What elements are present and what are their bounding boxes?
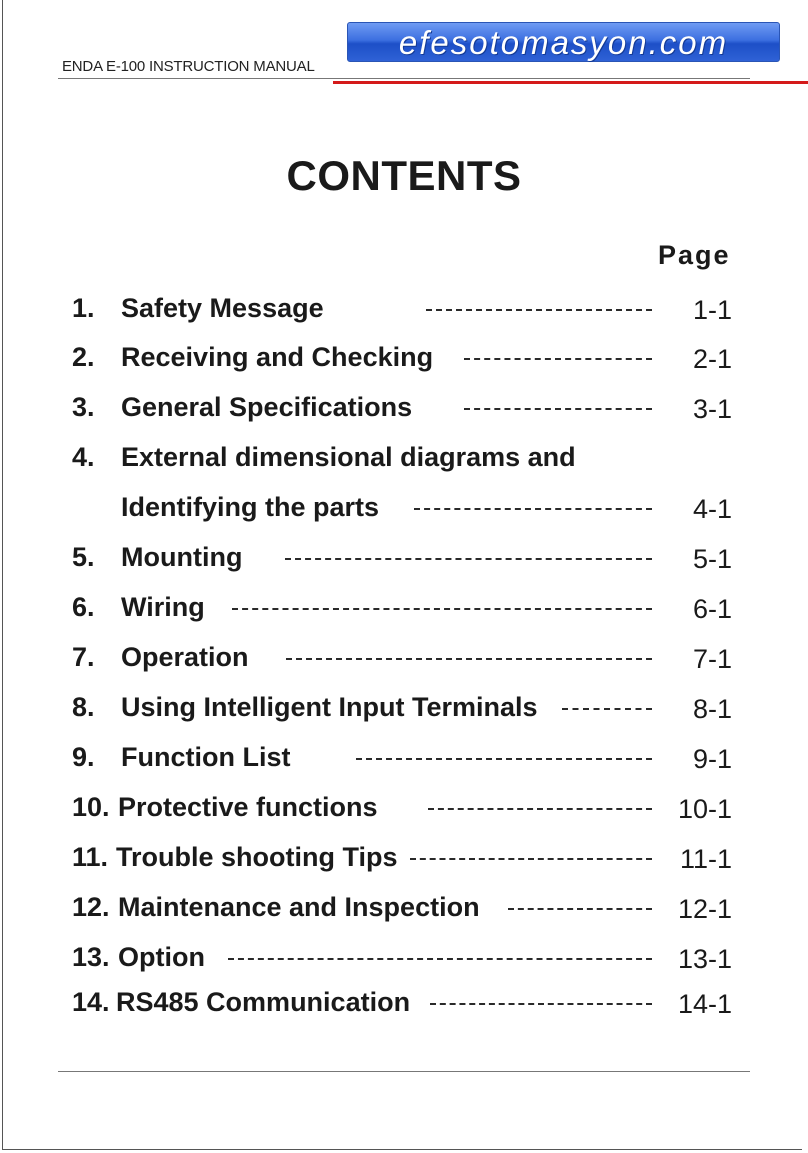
toc-entry-number: 14. [72, 987, 110, 1017]
dot-leader [285, 558, 652, 560]
toc-entry-title: Trouble shooting Tips [116, 842, 398, 872]
toc-entry[interactable] [72, 789, 732, 829]
toc-entry-page: 10-1 [677, 794, 732, 824]
toc-entry-number: 1. [72, 293, 95, 323]
toc-entry[interactable] [72, 290, 732, 330]
toc-entry-number: 3. [72, 392, 95, 422]
page-title: CONTENTS [286, 152, 522, 199]
toc-entry-number: 12. [72, 892, 110, 922]
toc-entry[interactable] [72, 439, 732, 479]
page-column-heading: Page [658, 240, 731, 270]
toc-entry-number: 13. [72, 942, 110, 972]
toc-entry-title: Function List [121, 742, 291, 772]
dot-leader [228, 958, 652, 960]
toc-entry-page: 6-1 [692, 594, 732, 624]
toc-entry[interactable] [72, 389, 732, 429]
dot-leader [410, 858, 652, 860]
toc-entry-number: 10. [72, 792, 110, 822]
toc-entry-title: Protective functions [118, 792, 378, 822]
toc-entry-title: Operation [121, 642, 249, 672]
toc-entry[interactable] [72, 339, 732, 379]
toc-entry[interactable] [72, 639, 732, 679]
toc-entry-page: 4-1 [692, 494, 732, 524]
toc-entry[interactable] [72, 839, 732, 879]
toc-entry-page: 1-1 [692, 295, 732, 325]
toc-entry-page: 5-1 [692, 544, 732, 574]
toc-entry-page: 7-1 [692, 644, 732, 674]
toc-entry-title: Option [118, 942, 205, 972]
toc-entry-number: 7. [72, 642, 95, 672]
toc-entry-page: 13-1 [677, 944, 732, 974]
toc-entry-title: Receiving and Checking [121, 342, 434, 372]
toc-entry-title: Mounting [121, 542, 243, 572]
running-header: ENDA E-100 INSTRUCTION MANUAL [62, 58, 315, 75]
toc-entry[interactable] [72, 984, 732, 1024]
toc-entry-title-line2: Identifying the parts [121, 492, 380, 522]
dot-leader [464, 408, 652, 410]
toc-entry-number: 11. [72, 842, 109, 872]
brand-logo: efesotomasyon.com [347, 22, 780, 62]
toc-entry-title: Wiring [121, 592, 205, 622]
dot-leader [430, 1003, 652, 1005]
dot-leader [426, 309, 652, 311]
toc-entry[interactable] [72, 689, 732, 729]
toc-entry-number: 9. [72, 742, 95, 772]
toc-entry-page: 2-1 [692, 344, 732, 374]
toc-entry-title: External dimensional diagrams and [121, 442, 576, 472]
toc-entry-page: 14-1 [677, 989, 732, 1019]
toc-entry-continuation[interactable] [72, 489, 732, 529]
toc-entry-title: Maintenance and Inspection [118, 892, 480, 922]
dot-leader [356, 758, 652, 760]
toc-entry-number: 2. [72, 342, 95, 372]
dot-leader [286, 658, 652, 660]
dot-leader [232, 608, 652, 610]
toc-entry-page: 9-1 [692, 744, 732, 774]
toc-entry-number: 8. [72, 692, 95, 722]
toc-entry-title: General Specifications [121, 392, 413, 422]
toc-entry-page: 12-1 [677, 894, 732, 924]
toc-entry-number: 5. [72, 542, 95, 572]
dot-leader [508, 908, 652, 910]
toc-entry-page: 11-1 [679, 844, 732, 874]
toc-entry-number: 4. [72, 442, 95, 472]
toc-entry[interactable] [72, 739, 732, 779]
toc-entry-title: Using Intelligent Input Terminals [121, 692, 538, 722]
dot-leader [562, 708, 652, 710]
toc-entry[interactable] [72, 889, 732, 929]
toc-entry[interactable] [72, 589, 732, 629]
dot-leader [428, 808, 652, 810]
footer-rule [58, 1071, 750, 1072]
header-rule [58, 78, 750, 79]
dot-leader [464, 358, 652, 360]
dot-leader [414, 508, 652, 510]
toc-entry[interactable] [72, 539, 732, 579]
toc-entry-page: 8-1 [692, 694, 732, 724]
toc-entry-number: 6. [72, 592, 95, 622]
toc-entry-title: RS485 Communication [116, 987, 411, 1017]
toc-entry-page: 3-1 [692, 394, 732, 424]
toc-entry-title: Safety Message [121, 293, 324, 323]
toc-entry[interactable] [72, 939, 732, 979]
header-accent-rule [333, 81, 808, 84]
